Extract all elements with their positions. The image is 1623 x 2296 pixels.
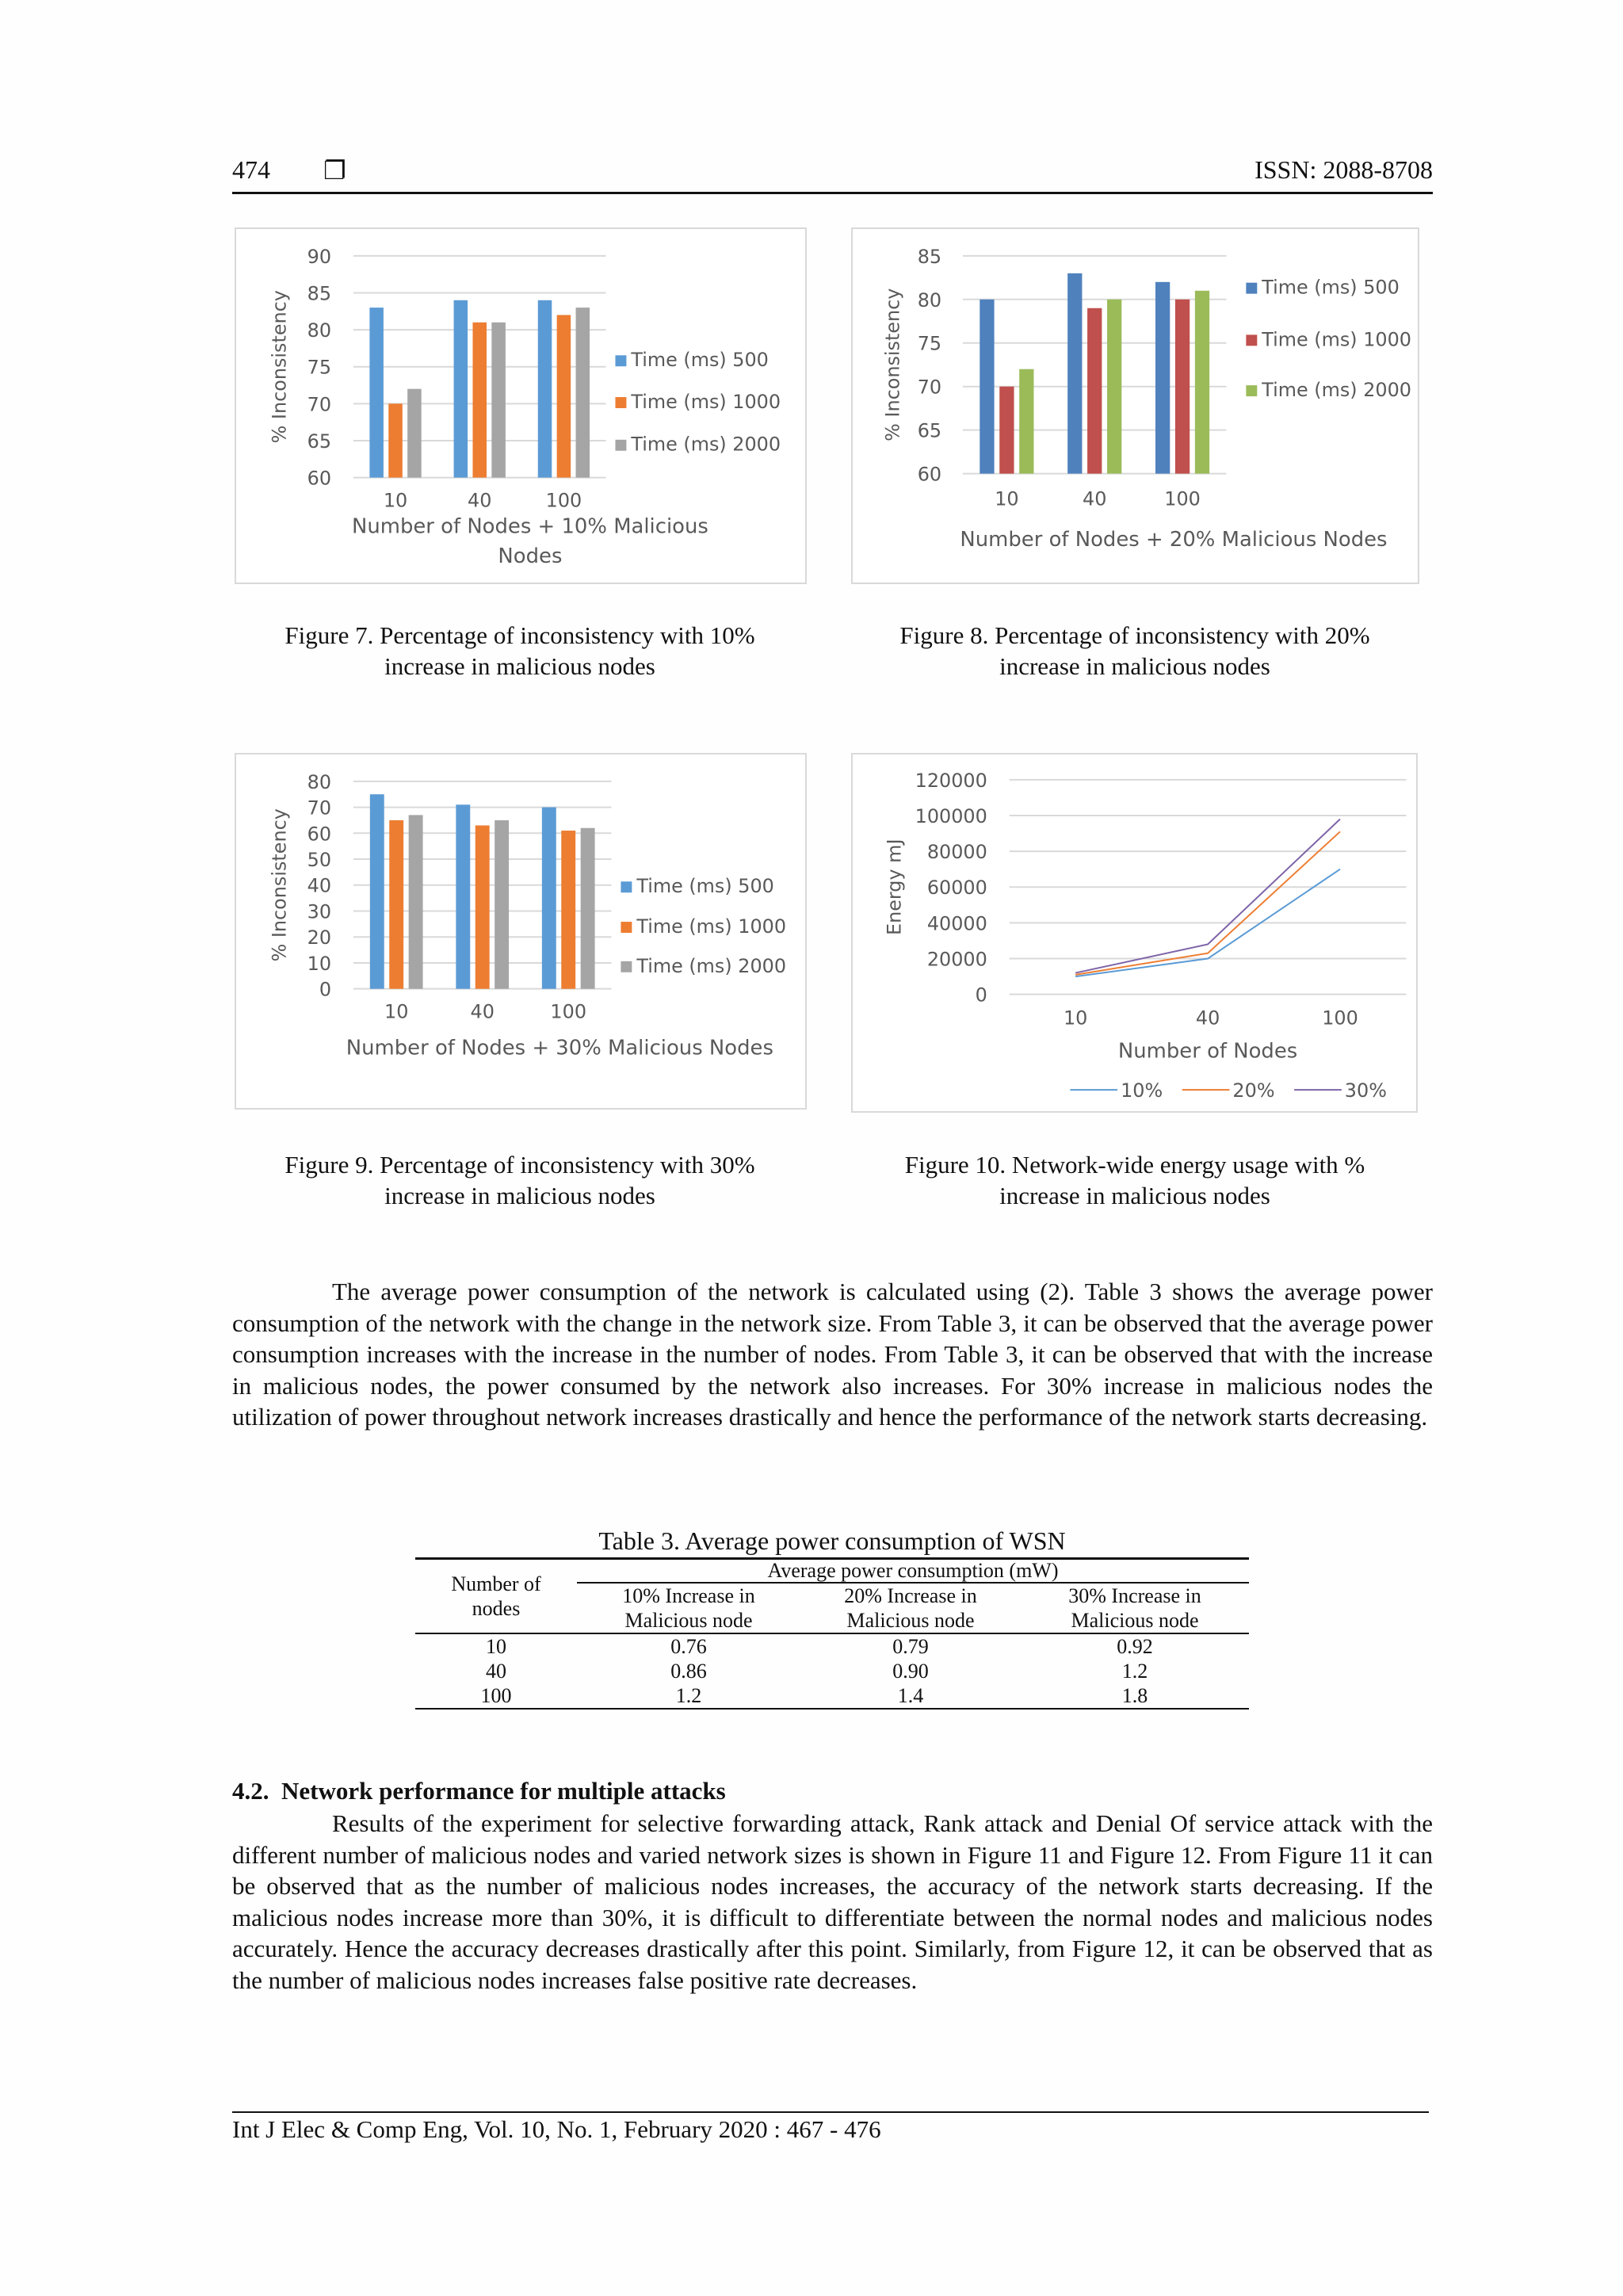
y-tick-label: 70: [307, 797, 332, 819]
figure-10-chart: [851, 753, 1418, 1113]
legend-label: Time (ms) 500: [636, 875, 774, 898]
bar: [491, 323, 506, 478]
legend-swatch: [621, 922, 632, 933]
header-line: 20% Increase in: [844, 1584, 977, 1607]
y-tick-label: 40: [307, 874, 332, 897]
y-axis-title: % Inconsistency: [268, 808, 291, 962]
legend-label: 30%: [1344, 1079, 1387, 1102]
bar: [1195, 291, 1209, 474]
legend-swatch: [621, 881, 632, 892]
x-tick-label: 40: [468, 489, 492, 512]
legend-label: 20%: [1232, 1079, 1275, 1102]
bar: [1019, 369, 1033, 474]
x-axis-title: Number of Nodes + 20% Malicious Nodes: [960, 528, 1388, 552]
y-tick-label: 20000: [926, 948, 987, 971]
legend-label: Time (ms) 500: [1262, 276, 1400, 299]
bar: [454, 300, 468, 478]
bar: [472, 323, 487, 478]
figure-7-chart: [235, 227, 807, 584]
x-tick-label: 100: [550, 1000, 587, 1023]
x-tick-label: 10: [384, 1000, 409, 1023]
bar: [1175, 300, 1190, 474]
caption-line: Figure 7. Percentage of inconsistency with 10%: [285, 621, 755, 649]
bar: [407, 389, 422, 478]
legend-swatch: [1246, 334, 1257, 346]
legend-swatch: [615, 397, 626, 408]
y-axis-title: Energy mJ: [883, 839, 906, 935]
bar: [576, 308, 590, 477]
y-tick-label: 60: [307, 467, 332, 490]
legend-swatch: [1246, 283, 1257, 294]
box-icon: ❐: [323, 155, 346, 185]
x-axis-title: Number of Nodes + 30% Malicious Nodes: [346, 1036, 773, 1060]
y-tick-label: 20: [307, 926, 332, 949]
figure-7-svg: [236, 229, 805, 583]
y-tick-label: 0: [319, 978, 332, 1001]
column-header-20: [800, 1583, 1021, 1633]
figure-9-svg: [236, 755, 805, 1108]
column-header-30: [1021, 1583, 1249, 1633]
y-tick-label: 80: [917, 288, 942, 311]
y-tick-label: 60: [307, 823, 332, 846]
y-tick-label: 85: [307, 282, 332, 305]
bar: [561, 831, 575, 989]
section-number: 4.2.: [232, 1777, 269, 1805]
bar: [389, 820, 403, 989]
bar: [1087, 308, 1102, 474]
footer-rule: [232, 2111, 1429, 2113]
y-tick-label: 50: [307, 848, 332, 871]
header-rule: [232, 192, 1433, 194]
table-cell: 1.2: [1121, 1660, 1148, 1683]
legend-label: Time (ms) 2000: [1262, 379, 1411, 402]
figure-8-caption: [851, 620, 1419, 682]
x-tick-label: 100: [545, 489, 582, 512]
caption-line: increase in malicious nodes: [999, 1182, 1270, 1209]
y-tick-label: 75: [917, 332, 942, 355]
y-tick-label: 65: [917, 419, 942, 442]
y-tick-label: 60000: [926, 877, 987, 900]
legend-label: Time (ms) 2000: [636, 954, 787, 977]
y-tick-label: 80000: [926, 841, 987, 864]
table-cell: 0.90: [892, 1660, 929, 1683]
header-line: Malicious node: [1071, 1609, 1199, 1632]
header-line: 30% Increase in: [1068, 1584, 1201, 1607]
x-tick-label: 10: [383, 489, 408, 512]
y-tick-label: 60: [917, 463, 942, 486]
power-consumption-table: [415, 1557, 1249, 1710]
legend-label: Time (ms) 1000: [631, 390, 781, 413]
body-paragraph: Results of the experiment for selective forwarding attack, Rank attack and Denial Of service attack with the different number of malicious nodes and varied network sizes is shown in Figure 11 and Figure 12. From Figure 11 it can be observed that as the number of malicious nodes increases, the accuracy of the network starts decreasing. If the malicious nodes increase more than 30%, it is difficult to differentiate between the normal nodes and malicious nodes accurately. Hence the accuracy decreases drastically after this point. Similarly, from Figure 12, it can be observed that as the number of malicious nodes increases false positive rate decreases.: [232, 1809, 1433, 1994]
table-cell: 40: [486, 1660, 506, 1683]
bar: [980, 300, 994, 474]
footer-citation: Int J Elec & Comp Eng, Vol. 10, No. 1, February 2020 : 467 - 476: [232, 2115, 881, 2143]
table-cell: 10: [486, 1635, 506, 1658]
section-title: Network performance for multiple attacks: [281, 1777, 726, 1805]
y-tick-label: 65: [307, 430, 332, 453]
legend-label: 10%: [1121, 1079, 1163, 1102]
x-axis-title: Nodes: [498, 544, 563, 569]
x-tick-label: 100: [1322, 1007, 1358, 1030]
bar: [475, 825, 490, 988]
y-tick-label: 40000: [926, 912, 987, 935]
caption-line: Figure 9. Percentage of inconsistency with 30%: [285, 1151, 755, 1179]
bar: [542, 808, 556, 989]
bar: [369, 308, 384, 477]
y-tick-label: 70: [917, 376, 942, 399]
caption-line: increase in malicious nodes: [384, 1182, 655, 1209]
y-tick-label: 75: [307, 356, 332, 379]
bar: [409, 815, 423, 988]
table-cell: 0.79: [892, 1635, 929, 1658]
header-line: 10% Increase in: [622, 1584, 755, 1607]
table-cell: 0.76: [670, 1635, 707, 1658]
y-tick-label: 0: [975, 984, 987, 1007]
bar: [1107, 300, 1121, 474]
column-header-10: [577, 1583, 800, 1633]
header-line: Number of: [451, 1572, 541, 1595]
legend-label: Time (ms) 2000: [631, 433, 781, 456]
x-tick-label: 40: [1195, 1007, 1220, 1030]
y-tick-label: 30: [307, 900, 332, 923]
table-cell: 1.8: [1121, 1684, 1148, 1707]
bar: [388, 403, 403, 477]
table-cell: 0.92: [1117, 1635, 1153, 1658]
table-title: Table 3. Average power consumption of WSN: [598, 1526, 1066, 1555]
table-cell: 1.2: [675, 1684, 702, 1707]
caption-line: Figure 10. Network-wide energy usage with %: [904, 1151, 1365, 1179]
x-tick-label: 10: [995, 487, 1019, 510]
bar: [495, 820, 509, 989]
section-heading: [232, 1777, 726, 1805]
table-row: [415, 1633, 1249, 1659]
header-line: nodes: [472, 1597, 521, 1620]
table-cell: 100: [480, 1684, 512, 1707]
column-header-nodes: [415, 1559, 577, 1634]
bar: [370, 794, 384, 988]
y-tick-label: 10: [307, 952, 332, 975]
bar: [557, 315, 571, 477]
group-header: Average power consumption (mW): [767, 1559, 1059, 1582]
y-tick-label: 90: [307, 245, 332, 268]
bar: [999, 387, 1014, 474]
x-tick-label: 40: [470, 1000, 495, 1023]
y-axis-title: % Inconsistency: [881, 288, 904, 441]
figure-8-chart: [851, 227, 1419, 584]
legend-swatch: [621, 961, 632, 972]
y-tick-label: 70: [307, 393, 332, 416]
legend-label: Time (ms) 1000: [636, 915, 787, 938]
header-line: Malicious node: [624, 1609, 753, 1632]
figure-7-caption: [235, 620, 805, 682]
series-line: [1075, 831, 1340, 975]
y-tick-label: 80: [307, 770, 332, 793]
bar: [1155, 282, 1170, 474]
bar: [456, 804, 470, 988]
y-axis-title: % Inconsistency: [268, 290, 291, 444]
figure-10-svg: [853, 755, 1416, 1111]
caption-line: increase in malicious nodes: [384, 652, 655, 680]
figure-10-caption: [851, 1149, 1419, 1211]
y-tick-label: 80: [307, 319, 332, 342]
x-tick-label: 100: [1164, 487, 1201, 510]
y-tick-label: 85: [917, 245, 942, 268]
legend-swatch: [615, 440, 626, 451]
y-tick-label: 100000: [915, 804, 987, 827]
legend-swatch: [615, 355, 626, 366]
issn: ISSN: 2088-8708: [1254, 155, 1433, 184]
table-row: [415, 1683, 1249, 1709]
body-paragraph: The average power consumption of the network is calculated using (2). Table 3 shows the average power consumption of the network with the change in the network size. From Table 3, it can be observed that the average power consumption increases with the increase in the number of nodes. From Table 3, it can be observed that with the increase in malicious nodes, the power consumed by the network also increases. For 30% increase in malicious nodes the utilization of power throughout network increases drastically and hence the performance of the network starts decreasing.: [232, 1278, 1433, 1431]
legend-swatch: [1246, 385, 1257, 396]
figure-8-svg: [853, 229, 1418, 583]
x-axis-title: Number of Nodes: [1117, 1039, 1298, 1064]
header-line: Malicious node: [846, 1609, 975, 1632]
caption-line: increase in malicious nodes: [999, 652, 1270, 680]
table-row: [415, 1659, 1249, 1683]
bar: [1067, 273, 1082, 474]
bar: [538, 300, 552, 478]
table-cell: 0.86: [670, 1660, 707, 1683]
caption-line: Figure 8. Percentage of inconsistency with 20%: [899, 621, 1370, 649]
x-tick-label: 10: [1063, 1007, 1088, 1030]
legend-label: Time (ms) 1000: [1262, 328, 1411, 351]
x-axis-title: Number of Nodes + 10% Malicious: [351, 514, 708, 539]
x-tick-label: 40: [1083, 487, 1107, 510]
figure-9-caption: [235, 1149, 805, 1211]
table-cell: 1.4: [897, 1684, 924, 1707]
page-number: 474: [232, 155, 270, 184]
figure-9-chart: [235, 753, 807, 1110]
legend-label: Time (ms) 500: [631, 349, 769, 372]
y-tick-label: 120000: [915, 769, 987, 792]
bar: [581, 828, 595, 989]
